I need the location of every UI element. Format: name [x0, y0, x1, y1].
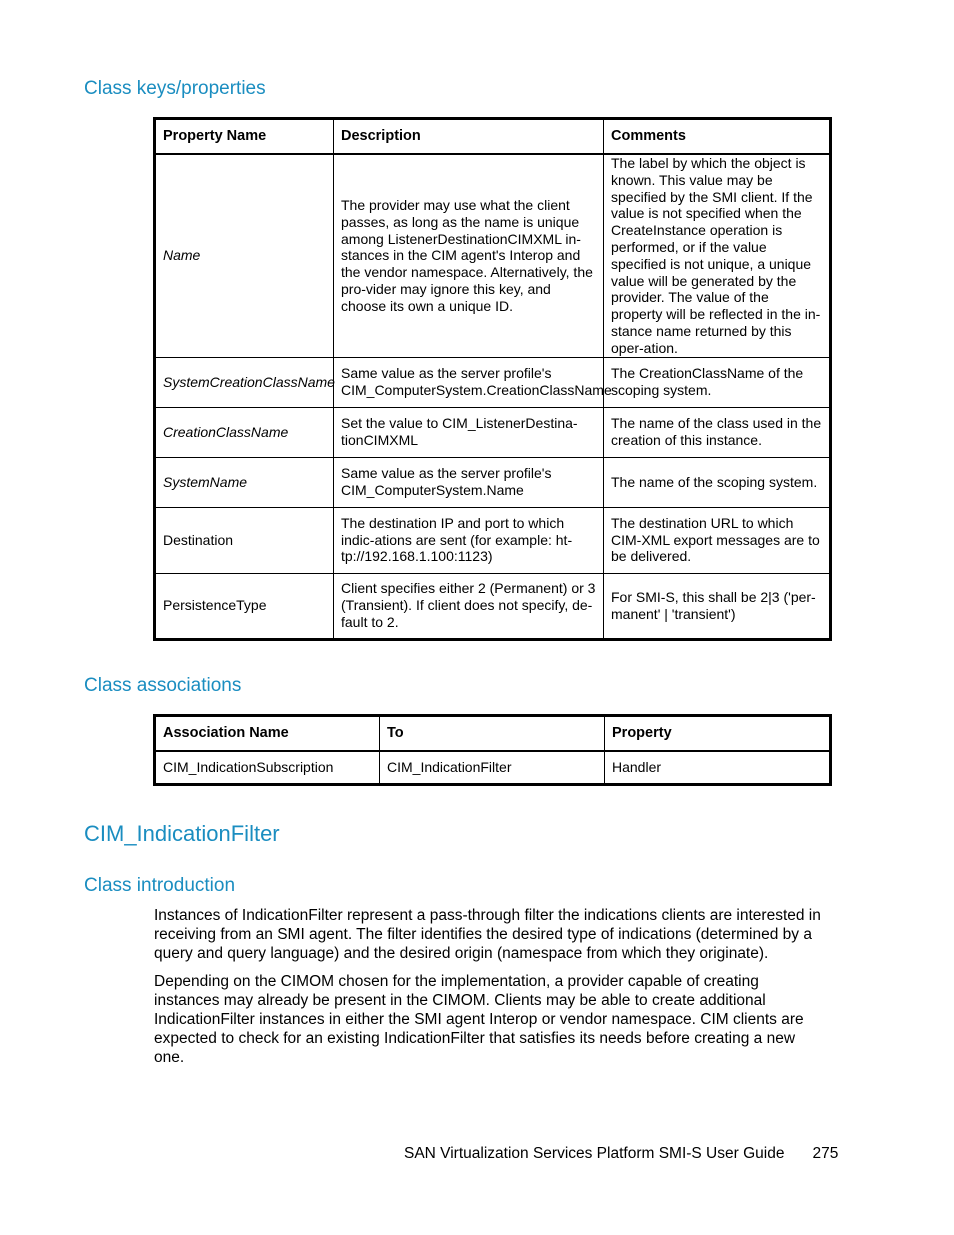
comments-cell: The destination URL to which CIM-XML export messages are to be delivered.	[604, 507, 831, 573]
section-heading-class-introduction: Class introduction	[84, 875, 236, 896]
property-name-cell: Destination	[155, 507, 334, 573]
table-header-row	[155, 119, 831, 155]
column-header: Description	[334, 119, 604, 155]
column-header: To	[380, 716, 605, 752]
property-name-cell: CreationClassName	[155, 407, 334, 457]
intro-paragraph-1: Instances of IndicationFilter represent a pass-through filter the indications clients are interested in receiving from an SMI agent. The filter identifies the desired type of indications (determined by a query and query language) and the desired origin (namespace from which they originate).	[154, 907, 821, 962]
class-title: CIM_IndicationFilter	[84, 821, 280, 846]
associations-table	[153, 714, 832, 786]
comments-cell: The name of the class used in the creation of this instance.	[604, 407, 831, 457]
description-cell: Client specifies either 2 (Permanent) or 3 (Transient). If client does not specify, de-fault to 2.	[334, 573, 604, 639]
comments-cell: For SMI-S, this shall be 2|3 ('per-manent' | 'transient')	[604, 573, 831, 639]
properties-table	[153, 117, 832, 641]
table-row	[155, 573, 831, 639]
description-cell: The provider may use what the client passes, as long as the name is unique among ListenerDestinationCIMXML in-stances in the CIM agent's Interop and the vendor namespace. Alternatively, the pro-vider may ignore this key, and choose its own a unique ID.	[334, 154, 604, 357]
table-row	[155, 457, 831, 507]
table-row	[155, 507, 831, 573]
page-number: 275	[812, 1145, 839, 1162]
table-header-row	[155, 716, 831, 752]
table-row	[155, 154, 831, 357]
association-name-cell: CIM_IndicationSubscription	[155, 751, 380, 784]
section-heading-class-associations: Class associations	[84, 675, 242, 696]
description-cell: The destination IP and port to which indic-ations are sent (for example: ht-tp://192.168.1.100:1123)	[334, 507, 604, 573]
column-header: Comments	[604, 119, 831, 155]
comments-cell: The CreationClassName of the scoping system.	[604, 357, 831, 407]
page-footer	[404, 1144, 838, 1163]
column-header: Property	[605, 716, 831, 752]
association-property-cell: Handler	[605, 751, 831, 784]
intro-paragraph-2: Depending on the CIMOM chosen for the implementation, a provider capable of creating instances may already be present in the CIMOM. Clients may be able to create additional IndicationFilter instances in either the SMI agent Interop or vendor namespace. CIM clients are expected to check for an existing IndicationFilter that satisfies its needs before creating a new one.	[154, 973, 804, 1066]
comments-cell: The name of the scoping system.	[604, 457, 831, 507]
column-header: Association Name	[155, 716, 380, 752]
section-heading-class-keys: Class keys/properties	[84, 78, 266, 99]
table-row	[155, 407, 831, 457]
description-cell: Set the value to CIM_ListenerDestina-tionCIMXML	[334, 407, 604, 457]
association-to-cell: CIM_IndicationFilter	[380, 751, 605, 784]
table-row	[155, 751, 831, 784]
property-name-cell: PersistenceType	[155, 573, 334, 639]
description-cell: Same value as the server profile's CIM_ComputerSystem.CreationClassName	[334, 357, 604, 407]
description-cell: Same value as the server profile's CIM_ComputerSystem.Name	[334, 457, 604, 507]
column-header: Property Name	[155, 119, 334, 155]
property-name-cell: SystemName	[155, 457, 334, 507]
table-row	[155, 357, 831, 407]
property-name-cell: SystemCreationClassName	[155, 357, 334, 407]
footer-title: SAN Virtualization Services Platform SMI-S User Guide	[404, 1145, 785, 1162]
comments-cell: The label by which the object is known. This value may be specified by the SMI client. If the value is not specified when the CreateInstance operation is performed, or if the value specified is not unique, a unique value will be generated by the provider. The value of the property will be reflected in the in-stance name returned by this oper-ation.	[604, 154, 831, 357]
property-name-cell: Name	[155, 154, 334, 357]
